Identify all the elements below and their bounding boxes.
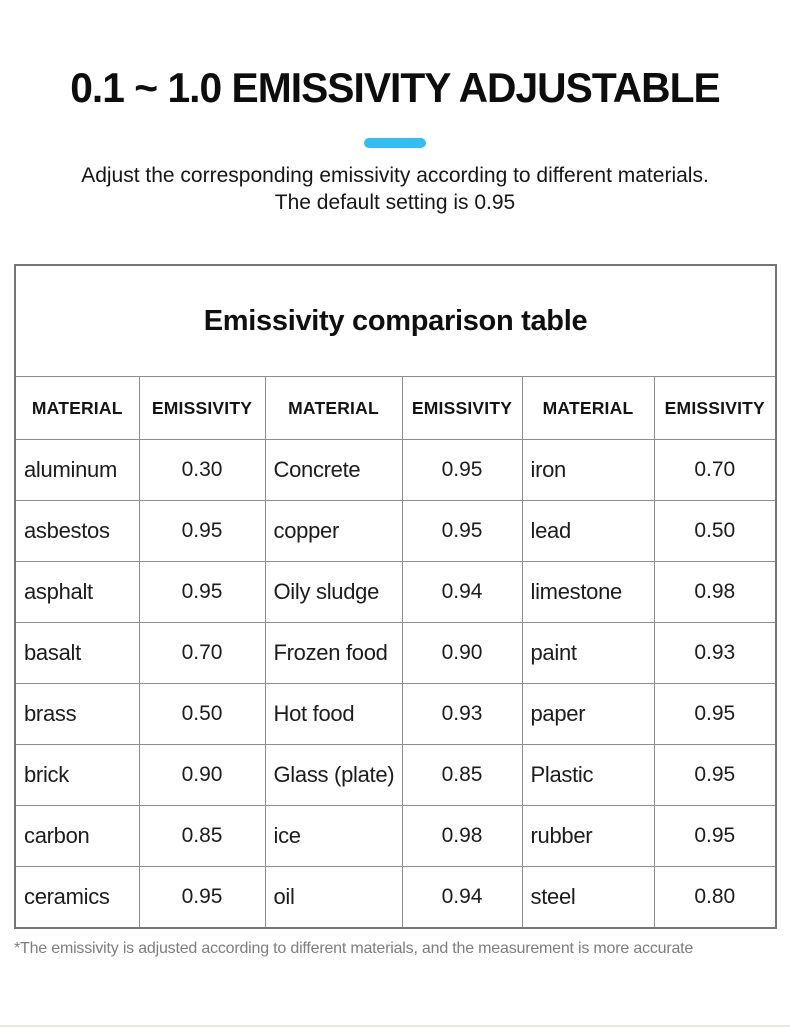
column-header-emissivity-3: EMISSIVITY xyxy=(654,377,776,440)
footnote: *The emissivity is adjusted according to different materials, and the measurement is more accurate xyxy=(14,940,694,957)
column-header-emissivity-2: EMISSIVITY xyxy=(402,377,522,440)
value-cell: 0.80 xyxy=(654,867,776,929)
material-cell: lead xyxy=(522,501,654,562)
value-cell: 0.95 xyxy=(654,806,776,867)
table-title: Emissivity comparison table xyxy=(15,265,776,377)
value-cell: 0.95 xyxy=(139,501,265,562)
material-cell: carbon xyxy=(15,806,139,867)
value-cell: 0.98 xyxy=(654,562,776,623)
table-row xyxy=(15,501,776,562)
value-cell: 0.50 xyxy=(654,501,776,562)
value-cell: 0.95 xyxy=(402,501,522,562)
table-title-row xyxy=(15,265,776,377)
table-row xyxy=(15,806,776,867)
column-header-emissivity-1: EMISSIVITY xyxy=(139,377,265,440)
material-cell: brick xyxy=(15,745,139,806)
material-cell: asphalt xyxy=(15,562,139,623)
material-cell: Oily sludge xyxy=(265,562,402,623)
value-cell: 0.98 xyxy=(402,806,522,867)
value-cell: 0.50 xyxy=(139,684,265,745)
material-cell: ceramics xyxy=(15,867,139,929)
material-cell: Glass (plate) xyxy=(265,745,402,806)
table-row xyxy=(15,684,776,745)
material-cell: paint xyxy=(522,623,654,684)
subtitle-line-1: Adjust the corresponding emissivity according to different materials. xyxy=(81,164,709,187)
hero-section xyxy=(0,0,790,216)
material-cell: aluminum xyxy=(15,440,139,501)
table-row xyxy=(15,562,776,623)
table-row xyxy=(15,867,776,929)
value-cell: 0.95 xyxy=(654,684,776,745)
emissivity-table xyxy=(14,264,777,929)
table-header-row xyxy=(15,377,776,440)
column-header-material-1: MATERIAL xyxy=(15,377,139,440)
value-cell: 0.93 xyxy=(402,684,522,745)
material-cell: paper xyxy=(522,684,654,745)
value-cell: 0.70 xyxy=(654,440,776,501)
material-cell: limestone xyxy=(522,562,654,623)
value-cell: 0.95 xyxy=(402,440,522,501)
material-cell: Hot food xyxy=(265,684,402,745)
column-header-material-3: MATERIAL xyxy=(522,377,654,440)
value-cell: 0.94 xyxy=(402,867,522,929)
material-cell: ice xyxy=(265,806,402,867)
value-cell: 0.94 xyxy=(402,562,522,623)
value-cell: 0.85 xyxy=(139,806,265,867)
material-cell: asbestos xyxy=(15,501,139,562)
value-cell: 0.90 xyxy=(139,745,265,806)
page-subtitle xyxy=(0,162,790,216)
material-cell: oil xyxy=(265,867,402,929)
value-cell: 0.95 xyxy=(139,867,265,929)
table-row xyxy=(15,623,776,684)
value-cell: 0.70 xyxy=(139,623,265,684)
value-cell: 0.95 xyxy=(654,745,776,806)
material-cell: copper xyxy=(265,501,402,562)
value-cell: 0.90 xyxy=(402,623,522,684)
material-cell: brass xyxy=(15,684,139,745)
material-cell: iron xyxy=(522,440,654,501)
value-cell: 0.85 xyxy=(402,745,522,806)
page-title: 0.1 ~ 1.0 EMISSIVITY ADJUSTABLE xyxy=(70,64,720,111)
column-header-material-2: MATERIAL xyxy=(265,377,402,440)
material-cell: Frozen food xyxy=(265,623,402,684)
subtitle-line-2: The default setting is 0.95 xyxy=(274,191,516,214)
material-cell: Plastic xyxy=(522,745,654,806)
table-row xyxy=(15,440,776,501)
value-cell: 0.93 xyxy=(654,623,776,684)
material-cell: steel xyxy=(522,867,654,929)
value-cell: 0.30 xyxy=(139,440,265,501)
material-cell: Concrete xyxy=(265,440,402,501)
table-row xyxy=(15,745,776,806)
value-cell: 0.95 xyxy=(139,562,265,623)
material-cell: basalt xyxy=(15,623,139,684)
accent-divider xyxy=(364,138,426,148)
material-cell: rubber xyxy=(522,806,654,867)
